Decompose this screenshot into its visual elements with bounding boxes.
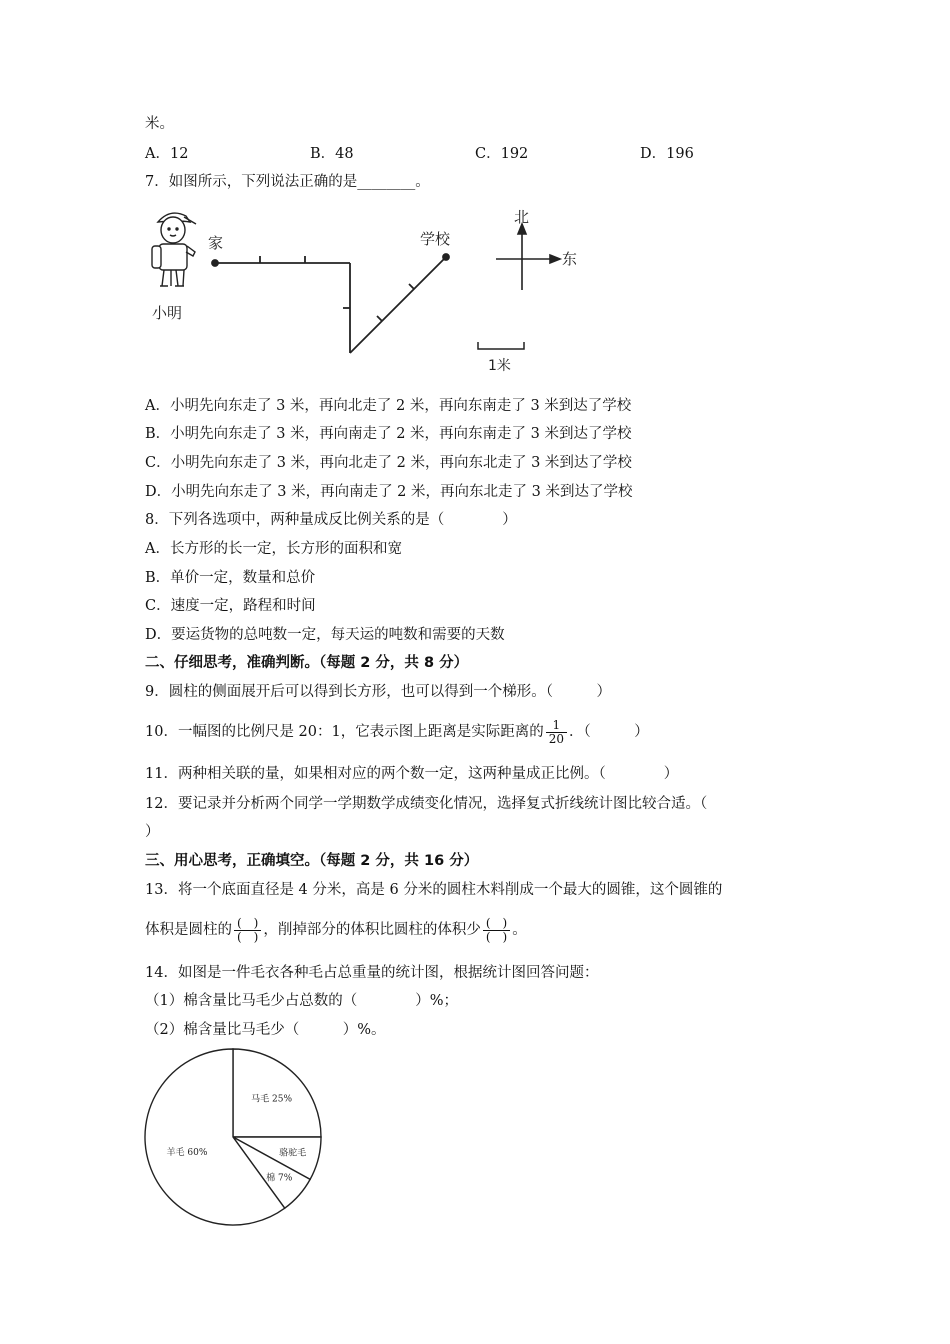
- q13-blank2-num: ( ): [483, 917, 510, 931]
- q10-text-after: ．（ ）: [569, 724, 649, 740]
- q13-blank-fraction-2[interactable]: [483, 917, 510, 944]
- q8-option-d[interactable]: D．要运货物的总吨数一定，每天运的吨数和需要的天数: [145, 627, 505, 643]
- q8-stem: 8．下列各选项中，两种量成反比例关系的是（ ）: [145, 512, 517, 528]
- q14-stem: 14．如图是一件毛衣各种毛占总重量的统计图，根据统计图回答问题：: [145, 965, 599, 981]
- q10-denominator: 20: [548, 731, 565, 746]
- east-label: 东: [562, 250, 578, 268]
- compass-arrows-icon: [496, 224, 560, 290]
- q6-option-b[interactable]: B．48: [310, 146, 354, 162]
- q7-figure: [140, 200, 600, 380]
- q12-text: 12．要记录并分析两个同学一学期数学成绩变化情况，选择复式折线统计图比较合适。（: [145, 796, 708, 812]
- q6-option-a[interactable]: A．12: [145, 146, 189, 162]
- home-label: 家: [208, 234, 224, 252]
- q13-text-part2: ，削掉部分的体积比圆柱的体积少: [263, 922, 481, 938]
- q9-text: 9．圆柱的侧面展开后可以得到长方形，也可以得到一个梯形。（ ）: [145, 684, 611, 700]
- q8-option-c[interactable]: C．速度一定，路程和时间: [145, 598, 316, 614]
- section-3-heading: 三、用心思考，正确填空。（每题 2 分，共 16 分）: [145, 853, 479, 869]
- pie-label-棉: 棉 7%: [266, 1173, 293, 1184]
- q10-numerator: 1: [546, 719, 567, 733]
- q7-option-a[interactable]: A．小明先向东走了 3 米，再向北走了 2 米，再向东南走了 3 米到达了学校: [145, 398, 632, 414]
- q8-option-a[interactable]: A．长方形的长一定，长方形的面积和宽: [145, 541, 402, 557]
- q7-option-d[interactable]: D．小明先向东走了 3 米，再向南走了 2 米，再向东北走了 3 米到达了学校: [145, 484, 633, 500]
- pie-label-马毛: 马毛 25%: [251, 1094, 293, 1105]
- person-label: 小明: [152, 304, 183, 322]
- q7-stem: 7．如图所示，下列说法正确的是________。: [145, 174, 430, 190]
- q13-blank1-num: ( ): [234, 917, 261, 931]
- q13-line2: [145, 914, 527, 946]
- pie-label-骆驼毛: 骆驼毛: [279, 1148, 307, 1159]
- q6-option-c[interactable]: C．192: [475, 146, 529, 162]
- school-label: 学校: [420, 230, 451, 248]
- north-label: 北: [514, 208, 530, 226]
- q10-line: [145, 716, 649, 748]
- scale-bar: [478, 342, 524, 349]
- q14-sub2: （2）棉含量比马毛少（ ）%。: [145, 1022, 386, 1038]
- q10-fraction: [546, 719, 567, 746]
- q7-option-b[interactable]: B．小明先向东走了 3 米，再向南走了 2 米，再向东南走了 3 米到达了学校: [145, 426, 632, 442]
- scale-label: 1米: [488, 358, 511, 374]
- q11-text: 11．两种相关联的量，如果相对应的两个数一定，这两种量成正比例。（ ）: [145, 766, 679, 782]
- q13-text-part1: 体积是圆柱的: [145, 922, 232, 938]
- q13-text: 13．将一个底面直径是 4 分米，高是 6 分米的圆柱木料削成一个最大的圆锥，这个圆锥的: [145, 882, 723, 898]
- child-figure-icon: [152, 213, 196, 286]
- q6-tail: 米。: [145, 116, 174, 132]
- pie-slice-马毛: [233, 1049, 321, 1137]
- q10-text-before: 10．一幅图的比例尺是 20：1，它表示图上距离是实际距离的: [145, 724, 544, 740]
- section-2-heading: 二、仔细思考，准确判断。（每题 2 分，共 8 分）: [145, 655, 469, 671]
- q13-blank2-den: ( ): [485, 929, 508, 944]
- q7-option-c[interactable]: C．小明先向东走了 3 米，再向北走了 2 米，再向东北走了 3 米到达了学校: [145, 455, 632, 471]
- q13-blank1-den: ( ): [237, 929, 259, 944]
- q14-sub1: （1）棉含量比马毛少占总数的（ ）%；: [145, 993, 459, 1009]
- q13-text-part3: 。: [512, 922, 527, 938]
- pie-label-羊毛: 羊毛 60%: [166, 1147, 208, 1158]
- q12-text-cont: ）: [145, 824, 160, 840]
- pie-chart: [140, 1045, 330, 1230]
- q13-blank-fraction-1[interactable]: [234, 917, 261, 944]
- q8-option-b[interactable]: B．单价一定，数量和总价: [145, 570, 316, 586]
- route-path: [212, 254, 449, 353]
- q6-option-d[interactable]: D．196: [640, 146, 694, 162]
